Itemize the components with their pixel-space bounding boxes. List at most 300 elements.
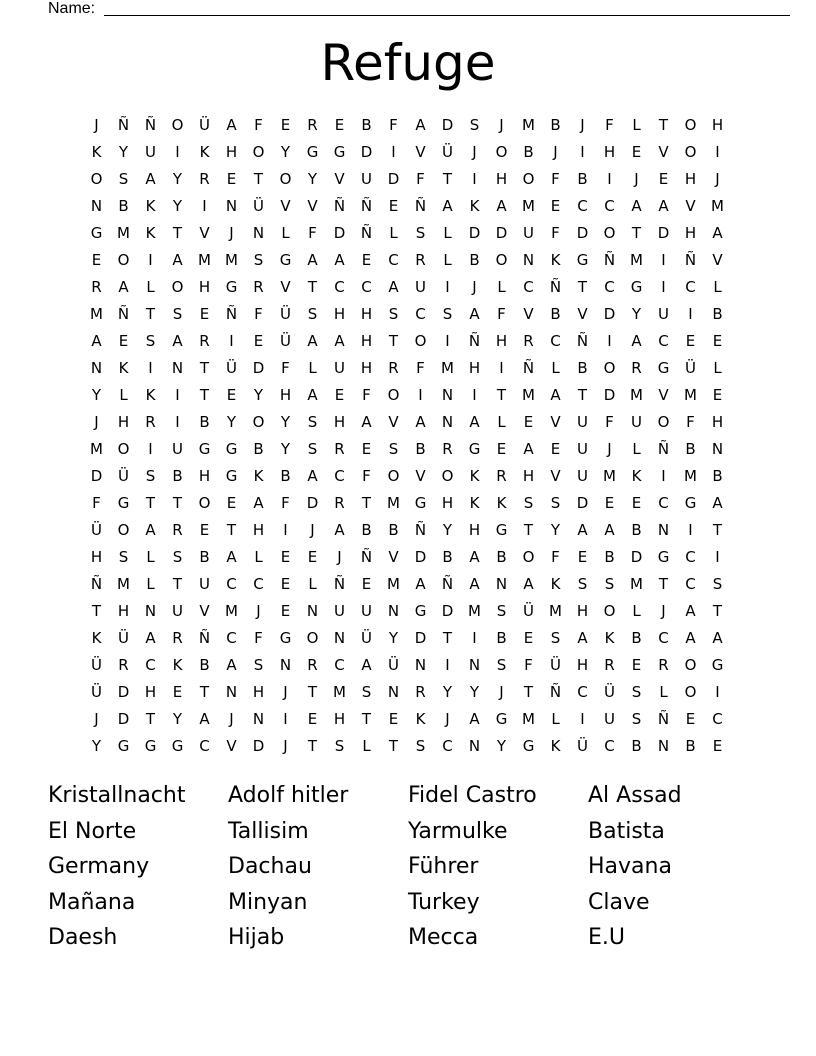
grid-letter[interactable]: B <box>442 548 453 566</box>
grid-letter[interactable]: S <box>550 629 561 647</box>
grid-letter[interactable]: V <box>550 467 561 485</box>
grid-letter[interactable]: N <box>522 251 535 269</box>
grid-letter[interactable]: S <box>307 413 318 431</box>
grid-letter[interactable]: A <box>523 575 534 593</box>
grid-letter[interactable]: H <box>495 332 508 350</box>
grid-letter[interactable]: Y <box>631 305 642 323</box>
grid-letter[interactable]: A <box>226 116 237 134</box>
grid-letter[interactable]: N <box>414 656 427 674</box>
grid-letter[interactable]: O <box>117 251 130 269</box>
grid-letter[interactable]: F <box>551 170 560 188</box>
grid-letter[interactable]: D <box>576 494 589 512</box>
grid-letter[interactable]: H <box>333 413 346 431</box>
grid-letter[interactable]: E <box>523 629 534 647</box>
grid-letter[interactable]: E <box>523 413 534 431</box>
grid-letter[interactable]: E <box>199 305 210 323</box>
grid-letter[interactable]: J <box>661 602 666 620</box>
grid-letter[interactable]: B <box>685 737 696 755</box>
grid-letter[interactable]: U <box>658 305 669 323</box>
grid-letter[interactable]: N <box>306 602 319 620</box>
grid-letter[interactable]: R <box>442 440 453 458</box>
grid-letter[interactable]: T <box>388 737 399 755</box>
grid-letter[interactable]: O <box>495 143 508 161</box>
grid-letter[interactable]: J <box>229 224 234 242</box>
grid-letter[interactable]: O <box>387 386 400 404</box>
grid-letter[interactable]: Y <box>280 440 291 458</box>
grid-letter[interactable]: R <box>604 656 615 674</box>
grid-letter[interactable]: O <box>171 116 184 134</box>
grid-letter[interactable]: T <box>199 359 210 377</box>
grid-letter[interactable]: D <box>603 386 616 404</box>
grid-letter[interactable]: A <box>469 575 480 593</box>
grid-letter[interactable]: B <box>496 629 507 647</box>
grid-letter[interactable]: U <box>577 413 588 431</box>
grid-letter[interactable]: B <box>712 467 723 485</box>
grid-letter[interactable]: B <box>550 116 561 134</box>
grid-letter[interactable]: R <box>523 332 534 350</box>
grid-letter[interactable]: Ñ <box>333 575 346 593</box>
grid-letter[interactable]: H <box>144 683 157 701</box>
grid-letter[interactable]: Y <box>442 521 453 539</box>
grid-letter[interactable]: O <box>171 278 184 296</box>
grid-letter[interactable]: Ñ <box>549 278 562 296</box>
grid-letter[interactable]: L <box>146 278 155 296</box>
grid-letter[interactable]: M <box>603 467 616 485</box>
grid-letter[interactable]: O <box>117 521 130 539</box>
grid-letter[interactable]: H <box>522 467 535 485</box>
grid-letter[interactable]: T <box>523 521 534 539</box>
grid-letter[interactable]: U <box>172 602 183 620</box>
grid-letter[interactable]: J <box>499 116 504 134</box>
grid-letter[interactable]: Y <box>307 170 318 188</box>
grid-letter[interactable]: E <box>199 521 210 539</box>
grid-letter[interactable]: R <box>145 413 156 431</box>
grid-letter[interactable]: Ñ <box>657 440 670 458</box>
grid-letter[interactable]: R <box>334 494 345 512</box>
grid-letter[interactable]: R <box>253 278 264 296</box>
grid-letter[interactable]: Ü <box>604 683 615 701</box>
grid-letter[interactable]: K <box>145 197 156 215</box>
grid-letter[interactable]: Y <box>550 521 561 539</box>
grid-letter[interactable]: T <box>442 170 453 188</box>
grid-letter[interactable]: D <box>306 494 319 512</box>
grid-letter[interactable]: O <box>414 332 427 350</box>
grid-letter[interactable]: H <box>684 170 697 188</box>
grid-letter[interactable]: H <box>603 143 616 161</box>
grid-letter[interactable]: T <box>226 521 237 539</box>
grid-letter[interactable]: L <box>551 710 560 728</box>
grid-letter[interactable]: S <box>442 305 453 323</box>
grid-letter[interactable]: M <box>684 467 697 485</box>
grid-letter[interactable]: V <box>577 305 588 323</box>
grid-letter[interactable]: V <box>523 305 534 323</box>
grid-letter[interactable]: M <box>549 602 562 620</box>
grid-letter[interactable]: Y <box>280 413 291 431</box>
grid-letter[interactable]: A <box>334 332 345 350</box>
grid-letter[interactable]: A <box>685 629 696 647</box>
grid-letter[interactable]: C <box>523 278 534 296</box>
grid-letter[interactable]: B <box>469 251 480 269</box>
grid-letter[interactable]: R <box>496 467 507 485</box>
grid-letter[interactable]: I <box>580 143 585 161</box>
grid-letter[interactable]: F <box>281 359 290 377</box>
grid-letter[interactable]: H <box>90 548 103 566</box>
grid-letter[interactable]: A <box>91 332 102 350</box>
grid-letter[interactable]: Y <box>118 143 129 161</box>
grid-letter[interactable]: H <box>333 305 346 323</box>
grid-letter[interactable]: Ñ <box>468 332 481 350</box>
grid-letter[interactable]: I <box>445 656 450 674</box>
grid-letter[interactable]: A <box>334 251 345 269</box>
grid-letter[interactable]: C <box>334 467 345 485</box>
grid-letter[interactable]: C <box>199 737 210 755</box>
grid-letter[interactable]: J <box>499 683 504 701</box>
grid-letter[interactable]: E <box>712 332 723 350</box>
grid-letter[interactable]: I <box>715 548 720 566</box>
grid-letter[interactable]: A <box>199 710 210 728</box>
grid-letter[interactable]: E <box>631 494 642 512</box>
grid-letter[interactable]: R <box>388 359 399 377</box>
grid-letter[interactable]: F <box>254 629 263 647</box>
grid-letter[interactable]: M <box>630 251 643 269</box>
grid-letter[interactable]: Ñ <box>117 305 130 323</box>
grid-letter[interactable]: B <box>712 305 723 323</box>
grid-letter[interactable]: H <box>684 224 697 242</box>
grid-letter[interactable]: U <box>361 602 372 620</box>
grid-letter[interactable]: U <box>334 359 345 377</box>
grid-letter[interactable]: A <box>307 332 318 350</box>
grid-letter[interactable]: I <box>688 521 693 539</box>
grid-letter[interactable]: M <box>387 575 400 593</box>
grid-letter[interactable]: D <box>495 224 508 242</box>
grid-letter[interactable]: E <box>361 575 372 593</box>
grid-letter[interactable]: G <box>225 467 238 485</box>
grid-letter[interactable]: K <box>550 737 561 755</box>
grid-letter[interactable]: L <box>254 548 263 566</box>
grid-letter[interactable]: B <box>415 440 426 458</box>
grid-letter[interactable]: K <box>550 251 561 269</box>
grid-letter[interactable]: B <box>361 116 372 134</box>
grid-letter[interactable]: Ü <box>685 359 696 377</box>
grid-letter[interactable]: E <box>550 440 561 458</box>
grid-letter[interactable]: E <box>118 332 129 350</box>
grid-letter[interactable]: M <box>225 602 238 620</box>
grid-letter[interactable]: A <box>415 116 426 134</box>
grid-letter[interactable]: G <box>171 737 184 755</box>
grid-letter[interactable]: S <box>361 683 372 701</box>
grid-letter[interactable]: S <box>172 305 183 323</box>
grid-letter[interactable]: S <box>172 548 183 566</box>
grid-letter[interactable]: J <box>607 440 612 458</box>
grid-letter[interactable]: A <box>469 710 480 728</box>
grid-letter[interactable]: D <box>333 224 346 242</box>
grid-letter[interactable]: A <box>307 467 318 485</box>
grid-letter[interactable]: A <box>415 575 426 593</box>
grid-letter[interactable]: O <box>252 413 265 431</box>
grid-letter[interactable]: Y <box>91 386 102 404</box>
grid-letter[interactable]: M <box>90 305 103 323</box>
grid-letter[interactable]: D <box>90 467 103 485</box>
grid-letter[interactable]: R <box>118 656 129 674</box>
grid-letter[interactable]: L <box>308 575 317 593</box>
grid-letter[interactable]: H <box>198 278 211 296</box>
grid-letter[interactable]: T <box>172 494 183 512</box>
grid-letter[interactable]: T <box>577 386 588 404</box>
grid-letter[interactable]: G <box>630 278 643 296</box>
grid-letter[interactable]: O <box>279 170 292 188</box>
name-underline[interactable] <box>104 15 790 16</box>
grid-letter[interactable]: B <box>631 737 642 755</box>
grid-letter[interactable]: B <box>118 197 129 215</box>
grid-letter[interactable]: S <box>496 656 507 674</box>
grid-letter[interactable]: C <box>415 305 426 323</box>
grid-letter[interactable]: M <box>468 602 481 620</box>
grid-letter[interactable]: B <box>577 359 588 377</box>
grid-letter[interactable]: H <box>576 656 589 674</box>
grid-letter[interactable]: L <box>497 413 506 431</box>
grid-letter[interactable]: G <box>495 710 508 728</box>
grid-letter[interactable]: T <box>523 683 534 701</box>
grid-letter[interactable]: A <box>415 413 426 431</box>
grid-letter[interactable]: G <box>306 143 319 161</box>
grid-letter[interactable]: N <box>90 197 103 215</box>
grid-letter[interactable]: I <box>499 359 504 377</box>
grid-letter[interactable]: M <box>684 386 697 404</box>
grid-letter[interactable]: E <box>631 143 642 161</box>
grid-letter[interactable]: U <box>334 602 345 620</box>
grid-letter[interactable]: L <box>551 359 560 377</box>
grid-letter[interactable]: T <box>442 629 453 647</box>
grid-letter[interactable]: Ü <box>550 656 561 674</box>
grid-letter[interactable]: C <box>685 278 696 296</box>
grid-letter[interactable]: A <box>388 278 399 296</box>
grid-letter[interactable]: H <box>252 521 265 539</box>
grid-letter[interactable]: S <box>253 656 264 674</box>
grid-letter[interactable]: J <box>634 170 639 188</box>
grid-letter[interactable]: A <box>469 413 480 431</box>
grid-letter[interactable]: L <box>659 683 668 701</box>
grid-letter[interactable]: N <box>279 656 292 674</box>
grid-letter[interactable]: M <box>522 710 535 728</box>
grid-letter[interactable]: S <box>523 494 534 512</box>
grid-letter[interactable]: M <box>387 494 400 512</box>
grid-letter[interactable]: A <box>361 413 372 431</box>
grid-letter[interactable]: K <box>118 359 129 377</box>
grid-letter[interactable]: Ü <box>91 521 102 539</box>
grid-letter[interactable]: M <box>630 575 643 593</box>
grid-letter[interactable]: I <box>175 413 180 431</box>
grid-letter[interactable]: G <box>576 251 589 269</box>
grid-letter[interactable]: N <box>657 521 670 539</box>
grid-letter[interactable]: H <box>117 602 130 620</box>
grid-letter[interactable]: N <box>657 737 670 755</box>
grid-letter[interactable]: Ñ <box>90 575 103 593</box>
grid-letter[interactable]: E <box>577 548 588 566</box>
grid-letter[interactable]: Ñ <box>360 548 373 566</box>
grid-letter[interactable]: A <box>712 629 723 647</box>
grid-letter[interactable]: N <box>333 629 346 647</box>
grid-letter[interactable]: G <box>414 494 427 512</box>
grid-letter[interactable]: Ñ <box>198 629 211 647</box>
grid-letter[interactable]: L <box>308 359 317 377</box>
grid-letter[interactable]: Y <box>442 683 453 701</box>
grid-letter[interactable]: R <box>172 629 183 647</box>
grid-letter[interactable]: I <box>661 467 666 485</box>
grid-letter[interactable]: S <box>307 305 318 323</box>
grid-letter[interactable]: A <box>604 521 615 539</box>
grid-letter[interactable]: U <box>172 440 183 458</box>
grid-letter[interactable]: F <box>416 170 425 188</box>
grid-letter[interactable]: Y <box>496 737 507 755</box>
grid-letter[interactable]: A <box>712 494 723 512</box>
grid-letter[interactable]: O <box>117 440 130 458</box>
grid-letter[interactable]: J <box>256 602 261 620</box>
grid-letter[interactable]: R <box>91 278 102 296</box>
grid-letter[interactable]: L <box>119 386 128 404</box>
grid-letter[interactable]: S <box>388 440 399 458</box>
grid-letter[interactable]: C <box>658 494 669 512</box>
grid-letter[interactable]: N <box>225 197 238 215</box>
grid-letter[interactable]: T <box>712 602 723 620</box>
grid-letter[interactable]: J <box>553 143 558 161</box>
grid-letter[interactable]: D <box>657 224 670 242</box>
grid-letter[interactable]: C <box>226 575 237 593</box>
grid-letter[interactable]: I <box>688 305 693 323</box>
grid-letter[interactable]: U <box>145 143 156 161</box>
grid-letter[interactable]: T <box>307 737 318 755</box>
grid-letter[interactable]: L <box>632 440 641 458</box>
grid-letter[interactable]: Y <box>172 170 183 188</box>
grid-letter[interactable]: U <box>577 440 588 458</box>
grid-letter[interactable]: I <box>715 143 720 161</box>
grid-letter[interactable]: N <box>252 224 265 242</box>
grid-letter[interactable]: E <box>280 548 291 566</box>
grid-letter[interactable]: Ü <box>91 683 102 701</box>
grid-letter[interactable]: Ü <box>91 656 102 674</box>
grid-letter[interactable]: V <box>388 413 399 431</box>
grid-letter[interactable]: E <box>334 386 345 404</box>
grid-letter[interactable]: T <box>145 494 156 512</box>
grid-letter[interactable]: A <box>577 521 588 539</box>
grid-letter[interactable]: G <box>225 440 238 458</box>
grid-letter[interactable]: Y <box>91 737 102 755</box>
grid-letter[interactable]: Y <box>226 413 237 431</box>
grid-letter[interactable]: I <box>661 278 666 296</box>
grid-letter[interactable]: E <box>307 548 318 566</box>
grid-letter[interactable]: A <box>631 332 642 350</box>
grid-letter[interactable]: B <box>523 143 534 161</box>
grid-letter[interactable]: B <box>604 548 615 566</box>
grid-letter[interactable]: C <box>658 629 669 647</box>
grid-letter[interactable]: S <box>388 305 399 323</box>
grid-letter[interactable]: R <box>199 170 210 188</box>
grid-letter[interactable]: A <box>334 521 345 539</box>
grid-letter[interactable]: R <box>334 440 345 458</box>
grid-letter[interactable]: G <box>414 602 427 620</box>
grid-letter[interactable]: V <box>388 548 399 566</box>
grid-letter[interactable]: A <box>577 629 588 647</box>
grid-letter[interactable]: Y <box>172 197 183 215</box>
grid-letter[interactable]: S <box>118 548 129 566</box>
grid-letter[interactable]: G <box>117 737 130 755</box>
grid-letter[interactable]: C <box>712 710 723 728</box>
grid-letter[interactable]: V <box>415 143 426 161</box>
grid-letter[interactable]: C <box>334 278 345 296</box>
grid-letter[interactable]: E <box>685 332 696 350</box>
grid-letter[interactable]: T <box>307 278 318 296</box>
grid-letter[interactable]: C <box>550 332 561 350</box>
grid-letter[interactable]: K <box>91 143 102 161</box>
grid-letter[interactable]: O <box>90 170 103 188</box>
grid-letter[interactable]: J <box>337 548 342 566</box>
grid-letter[interactable]: Ñ <box>522 359 535 377</box>
grid-letter[interactable]: Y <box>172 710 183 728</box>
grid-letter[interactable]: T <box>307 683 318 701</box>
grid-letter[interactable]: K <box>199 143 210 161</box>
grid-letter[interactable]: H <box>225 143 238 161</box>
grid-letter[interactable]: O <box>657 413 670 431</box>
grid-letter[interactable]: J <box>472 143 477 161</box>
grid-letter[interactable]: A <box>307 386 318 404</box>
grid-letter[interactable]: R <box>307 116 318 134</box>
grid-letter[interactable]: Ü <box>226 359 237 377</box>
grid-letter[interactable]: B <box>388 521 399 539</box>
grid-letter[interactable]: Ü <box>523 602 534 620</box>
grid-letter[interactable]: A <box>226 548 237 566</box>
grid-letter[interactable]: L <box>632 602 641 620</box>
grid-letter[interactable]: N <box>495 575 508 593</box>
grid-letter[interactable]: H <box>360 359 373 377</box>
grid-letter[interactable]: R <box>631 359 642 377</box>
grid-letter[interactable]: H <box>711 116 724 134</box>
grid-letter[interactable]: V <box>280 278 291 296</box>
grid-letter[interactable]: H <box>711 413 724 431</box>
grid-letter[interactable]: C <box>604 737 615 755</box>
grid-letter[interactable]: Ñ <box>576 332 589 350</box>
grid-letter[interactable]: O <box>495 251 508 269</box>
grid-letter[interactable]: S <box>145 332 156 350</box>
grid-letter[interactable]: F <box>92 494 101 512</box>
grid-letter[interactable]: F <box>551 224 560 242</box>
grid-letter[interactable]: K <box>253 467 264 485</box>
grid-letter[interactable]: I <box>715 683 720 701</box>
grid-letter[interactable]: L <box>146 548 155 566</box>
grid-letter[interactable]: K <box>496 494 507 512</box>
grid-letter[interactable]: V <box>685 197 696 215</box>
grid-letter[interactable]: Ü <box>118 467 129 485</box>
grid-letter[interactable]: H <box>279 386 292 404</box>
grid-letter[interactable]: A <box>442 197 453 215</box>
grid-letter[interactable]: F <box>416 359 425 377</box>
grid-letter[interactable]: Ñ <box>360 224 373 242</box>
grid-letter[interactable]: V <box>415 467 426 485</box>
grid-letter[interactable]: F <box>389 116 398 134</box>
grid-letter[interactable]: A <box>253 494 264 512</box>
grid-letter[interactable]: M <box>117 224 130 242</box>
grid-letter[interactable]: A <box>118 278 129 296</box>
grid-letter[interactable]: A <box>145 170 156 188</box>
grid-letter[interactable]: Ü <box>118 629 129 647</box>
grid-letter[interactable]: M <box>198 251 211 269</box>
grid-letter[interactable]: I <box>580 710 585 728</box>
grid-letter[interactable]: F <box>524 656 533 674</box>
grid-letter[interactable]: O <box>252 143 265 161</box>
grid-letter[interactable]: F <box>497 305 506 323</box>
grid-letter[interactable]: A <box>712 224 723 242</box>
grid-letter[interactable]: K <box>469 467 480 485</box>
grid-letter[interactable]: Ü <box>280 332 291 350</box>
grid-letter[interactable]: E <box>496 440 507 458</box>
